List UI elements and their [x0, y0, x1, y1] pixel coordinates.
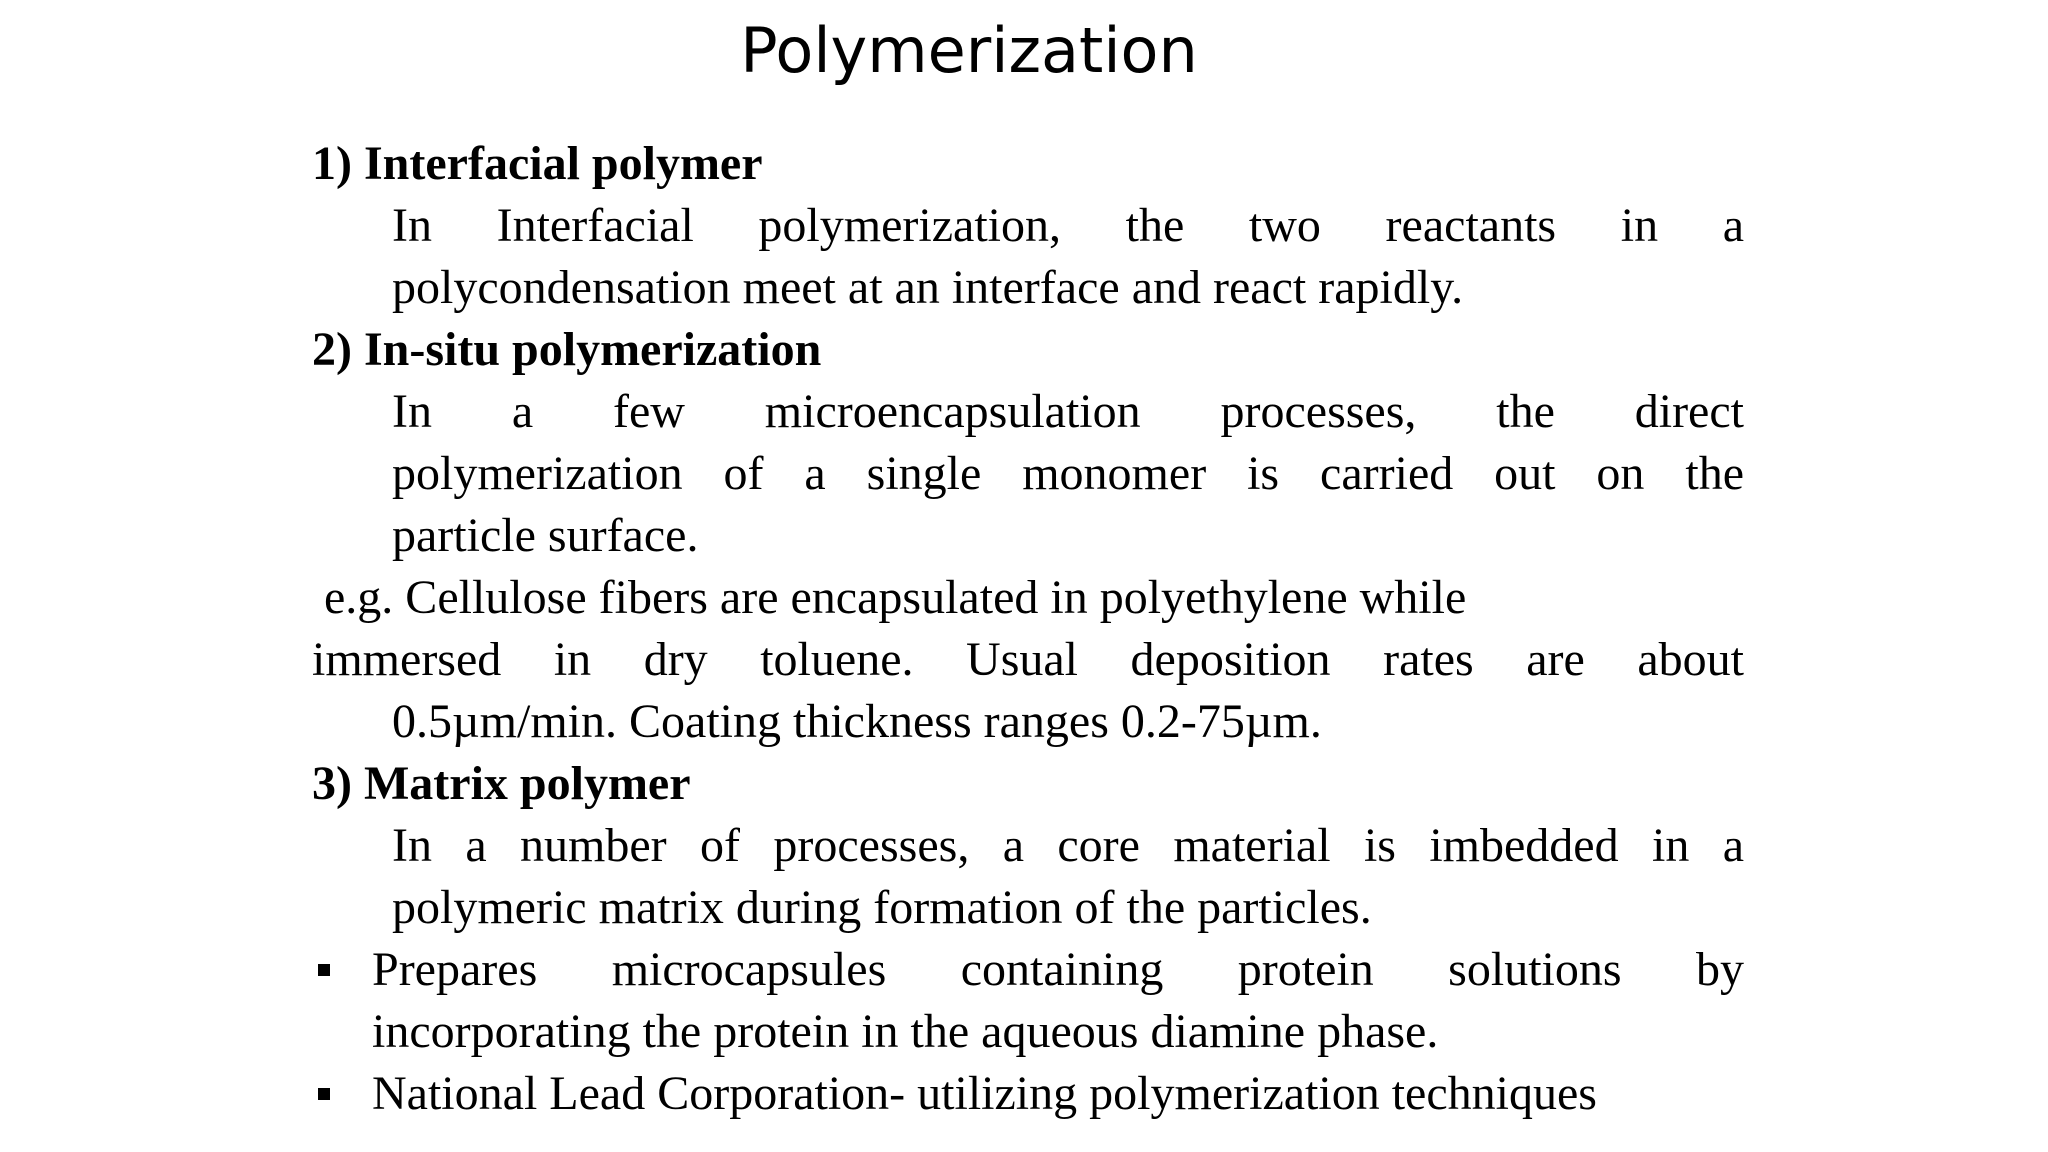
example-text-line: immersed in dry toluene. Usual deposition rates are about [312, 633, 1744, 686]
example-text-line: 0.5µm/min. Coating thickness ranges 0.2-75µm. [392, 695, 1322, 748]
slide-title: Polymerization [740, 14, 1198, 87]
body-text-line: polycondensation meet at an interface and react rapidly. [392, 261, 1464, 314]
example-text-line: e.g. Cellulose fibers are encapsulated in polyethylene while [312, 571, 1467, 624]
bullet-square-icon [318, 964, 330, 976]
bullet-square-icon [318, 1088, 330, 1100]
body-text-line: polymeric matrix during formation of the particles. [392, 881, 1372, 934]
body-text-line: In a number of processes, a core material is imbedded in a [392, 819, 1744, 872]
bullet-text-line: Prepares microcapsules containing protein solutions by [372, 943, 1744, 996]
body-text-line: particle surface. [392, 509, 699, 562]
section-heading: 2) In-situ polymerization [312, 323, 822, 376]
bullet-text-line: National Lead Corporation- utilizing polymerization techniques [372, 1067, 1597, 1120]
body-text-line: In a few microencapsulation processes, the direct [392, 385, 1744, 438]
section-heading: 1) Interfacial polymer [312, 137, 763, 190]
body-text-line: polymerization of a single monomer is carried out on the [392, 447, 1744, 500]
bullet-text-line: incorporating the protein in the aqueous diamine phase. [372, 1005, 1439, 1058]
body-text-line: In Interfacial polymerization, the two reactants in a [392, 199, 1744, 252]
section-heading: 3) Matrix polymer [312, 757, 691, 810]
